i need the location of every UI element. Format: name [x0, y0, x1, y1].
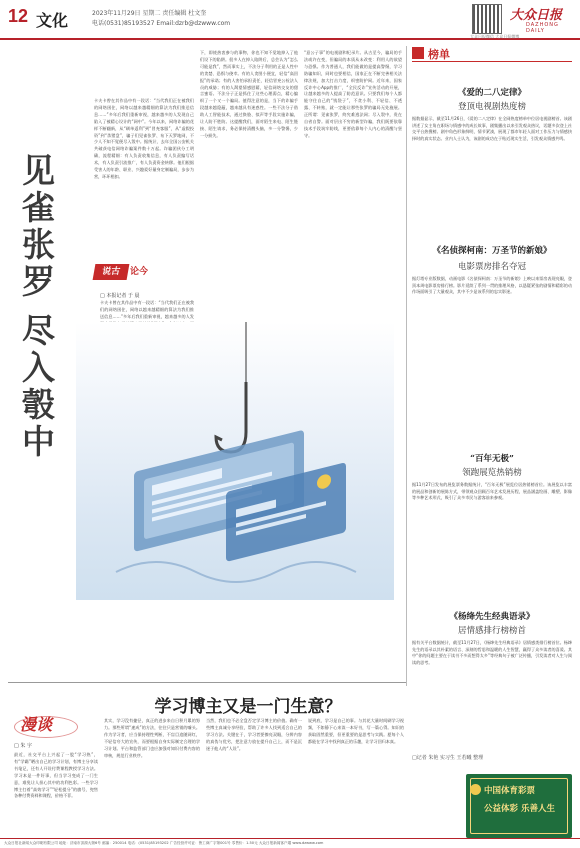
ranking-icon [412, 47, 424, 59]
feature-body-col-1-top: 卡夫卡曾在其作品中有一段话：“当代我们正在被我们的网络困住，网络以越来越精细的算法为我们推送信息……”多年后我们重新审视，越来越多的人发现自己陷入了被精心设计的“网中”。今年以来，网络诈骗的花样不断翻新，从“刷单返利”到“冒充客服”，从“虚假投资”到“杀猪盘”，骗子们见雀张罗、布下天罗地网，不少人不知不觉便尽入彀中。据统计，去年全国公安机关共破获电信网络诈骗案件数十万起。诈骗团伙分工明确，流程精细：有人负责收集信息，有人负责编写话术，有人负责引流推广，有人负责资金转移。他们根据受害人的年龄、职业、兴趣爱好量身定制骗局，步步为营，环环相扣。 [94, 98, 194, 179]
feature-headline-part-2: 尽入彀中 [22, 311, 55, 461]
feature-body-col-3: “意公子事”的电视剧和纪录片。从古至今，骗局的手法或许在变，但骗局的本质从未改变：利用人的欲望与恐惧。作为普通人，我们能做的是提高警惕，学习防骗知识，同时也要相信，国家正在不断完善相关法律法规，加大打击力度，织密防护网。近年来，国家反诈中心App的推广，“全民反诈”宣传活动的开展，让越来越多的人提高了防范意识。只要我们每个人都能守住自己的“钱袋子”，不贪小利、不轻信、不透露、不转账，就一定能让那些张罗的骗局无处施展。正所谓：见雀张罗，终究难逃法网；尽入彀中，贵在自省自警。面对层出不穷的新型诈骗，我们既要依靠技术手段筑牢防线，更要依靠每个人内心的清醒与坚守。 [304, 50, 402, 138]
ad-slogan: 公益体彩 乐善人生 [484, 804, 555, 814]
ranking-item-2-title: 《名侦探柯南：万圣节的新娘》 [432, 246, 552, 256]
phishing-hook-illustration [76, 322, 394, 600]
column-tag-mantan [14, 712, 84, 738]
bottom-article-rule [8, 682, 406, 683]
ranking-label: 榜单 [428, 48, 450, 61]
ranking-header [412, 46, 572, 62]
feature-illustration [76, 322, 394, 600]
masthead [0, 0, 580, 40]
section-title: 文化 [36, 11, 69, 30]
feature-headline [22, 152, 60, 460]
contact-line: 电话(0531)85193527 Email:dzrb@dzwww.com [92, 20, 231, 27]
feature-body-col-2: 下，即使热衷参与的事物，你也不知不觉地掉入了他们设下的陷阱。很多人在掉入陷阱后，总会认为“怎么可能是我”，然而事实上，不法分子利用的正是人性中的贪婪、恐惧与侥幸。有的人贪图小便宜，轻信“高回报”的承诺；有的人害怕承担责任，轻信冒充公检法人员的威胁；有的人渴望情感慰藉，轻信网络交友的甜言蜜语。不法分子正是抓住了这些心理弱点，精心编织了一个又一个骗局。值得注意的是，当下的诈骗手段越来越隐蔽，越来越具有迷惑性。一些不法分子借助人工智能技术，通过换脸、拟声等手段实施诈骗，让人防不胜防。这提醒我们，面对陌生来电、陌生链接、陌生请求，务必保持清醒头脑，多一分警惕，少一分损失。 [200, 50, 298, 138]
ad-headline: 中国体育彩票 [484, 786, 536, 796]
bottom-article-title: 学习博主又是一门生意？ [154, 697, 342, 717]
column-divider [406, 46, 407, 686]
column-tag [94, 264, 184, 286]
ranking-item-1-subtitle: 登顶电视剧热度榜 [457, 102, 526, 112]
issue-date-line: 2023年11月29日 星期二 责任编辑 杜文奎 [92, 10, 207, 17]
column-tag-primary: 说古 [93, 264, 130, 280]
feature-headline-part-1: 见雀张罗 [22, 151, 55, 301]
newspaper-logo: 大众日报 [510, 8, 563, 23]
ranking-item-1-title: 《爱的二八定律》 [457, 88, 526, 98]
ranking-item-3-subtitle: 领跑展览热销榜 [462, 468, 522, 478]
qr-caption: 大众日报微信 大众日报微博 [470, 34, 520, 39]
bottom-body-col-3: 当然，我们也不必全盘否定学习博主的价值。确有一些博主真诚分享经验，帮助了许多人找到适合自己的学习方法。关键在于，学习者要擦亮双眼，分辨内容的真伪与优劣，把注意力放在提升自己上，而不是沉迷于他人的“人设”。 [206, 718, 302, 751]
ranking-editors: □记者 朱艳 实习生 王若曦 整理 [412, 755, 484, 761]
ranking-item-1-body: 据数据显示，截至11月26日，《爱的二八定律》在全网热度榜单中位居电视剧榜首。该剧讲述了女主角在职场与情感中的成长故事，剧集播出以来引发观众热议，话题多次登上社交平台热搜榜。剧中角色形象鲜明，情节紧凑，展现了都市年轻人面对工作压力与情感抉择时的真实状态。业内人士认为，该剧的成功在于贴近现实生活，引发观众情感共鸣。 [412, 116, 572, 141]
ranking-item-4-subtitle: 居情感排行榜榜首 [457, 626, 526, 636]
newspaper-logo-sub: DAZHONG DAILY [526, 22, 559, 34]
column-tag-secondary: 论今 [130, 267, 149, 277]
bottom-article-byline: □ 朱 宇 [14, 743, 32, 749]
feature-byline: □ 本报记者 于 晨 [100, 293, 140, 299]
ranking-item-2-subtitle: 电影票房排名夺冠 [457, 262, 526, 272]
lottery-logo-icon [470, 784, 481, 795]
bottom-body-col-2: 其实，学习没有捷径，真正的进步来自日积月累的努力。那些所谓“速成”的方法，往往只是营销的噱头。作为学习者，应当保持理性判断，不盲目追随网红，不轻信夸大的宣传，而要根据自身实际制定合理的学习计划。平台和监管部门也应加强对知识付费内容的审核，规范行业秩序。 [104, 718, 200, 758]
ranking-item-3-body: 据11月27日发布的展览票务数据统计，“百年无极”展览位居热销榜首位。该展览以丰富的展品和创新的展陈方式，带领观众回顾百年艺术发展历程，展品涵盖绘画、雕塑、影像等多种艺术形式，吸引了众多市民与游客前来参观。 [412, 482, 572, 500]
qr-code-icon[interactable] [472, 4, 502, 34]
column-tag-mantan-text: 漫谈 [20, 715, 53, 734]
bottom-body-col-4: 说到底，学习是自己的事。与其花大量时间刷学习视频，不如静下心来读一本好书，写一篇心得。知识的获取固然重要，但更重要的是思考与实践。愿每个人都能在学习中找到真正的乐趣，让学习回归本真。 [308, 718, 404, 744]
ranking-item-3-title: “百年无极” [470, 454, 514, 464]
lottery-advertisement[interactable] [466, 774, 572, 838]
ranking-item-4-body: 据有关平台数据统计，截至11月27日，《杨绛先生经典语录》居情感类排行榜首位。杨绛先生的语录以其朴素的语言、深刻的哲思和温暖的人生智慧，赢得了众多读者的喜爱。其中“你的问题主要在于读书不多而想得太多”等经典句子被广泛传播，引发读者对人生与阅读的思考。 [412, 640, 572, 665]
ranking-column [412, 44, 572, 844]
page-number: 12 [8, 6, 29, 26]
bottom-body-col-1: 最近，社交平台上兴起了一股“学习热”，有“学霸”晒出自己的学习计划，有博主分享读书笔记，还有人开设付费课程教授学习方法。学习本是一件好事，但当学习变成了一门生意，难免让人担心其中的功利色彩。一些学习博主打着“高效学习”“轻松提分”的旗号，兜售各种付费资料和课程，价格不菲。 [14, 752, 98, 799]
ranking-item-2-body: 据灯塔专业版数据，动画电影《名侦探柯南：万圣节的新娘》上映以来票房表现亮眼，登顶本周电影票房排行榜。影片延续了系列一贯的推理风格，以悬疑紧张的剧情和精彩的动作场面吸引了大量观众，其中不少是该系列的忠实影迷。 [412, 276, 572, 294]
feature-body-col-1: 卡夫卡曾在其作品中有一段话：“当代我们正在被我们的网络困住，网络以越来越精细的算法为我们推送信息……”多年后我们重新审视，越来越多的人发 [100, 300, 194, 319]
ranking-item-4-title: 《杨绛先生经典语录》 [449, 612, 535, 622]
page-footer: 大众日报社新闻大众印刷有限公司 地址：济南市泺源大街6号 邮编：250014 电话：(0531)85193202 广告经营许可证：鲁工商广字第001号 零售价：1.50元 大众日报新闻客户端 www.dzwww.com [0, 838, 580, 847]
